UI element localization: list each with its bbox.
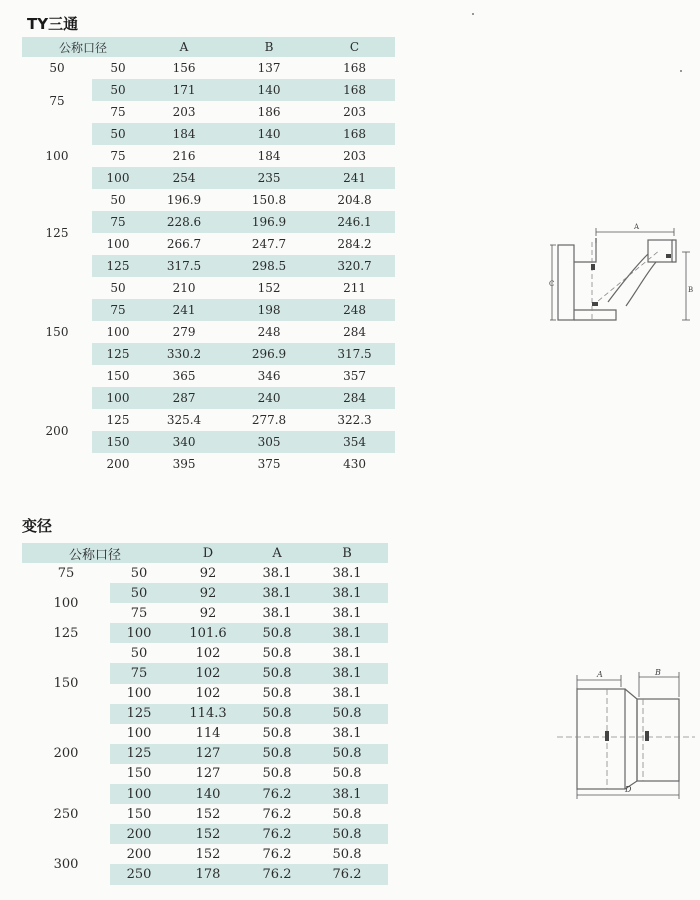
branch-size-cell: 100 [106, 325, 130, 339]
nominal-size-group: 150 [53, 676, 79, 692]
branch-size-cell: 150 [126, 806, 152, 822]
dim-cell-2: 38.1 [262, 565, 292, 581]
reducer-dim-b-label: B [655, 668, 661, 677]
dim-cell-3: 38.1 [332, 726, 362, 742]
nominal-size-group: 75 [57, 565, 75, 581]
dim-cell-3: 38.1 [306, 784, 388, 804]
dim-cell-1: 127 [195, 766, 221, 782]
dim-cell-3: 168 [314, 123, 395, 145]
dim-cell-1: 330.2 [144, 343, 224, 365]
ty-table-body [22, 57, 395, 475]
branch-size-cell: 250 [110, 864, 168, 884]
dim-cell-3: 284 [314, 387, 395, 409]
table-row [22, 387, 395, 409]
dim-cell-2: 38.1 [248, 583, 306, 603]
ty-dim-a-label: A [634, 223, 640, 231]
nominal-size-group: 125 [53, 625, 79, 641]
dim-cell-1: 92 [199, 565, 217, 581]
dim-cell-2: 152 [257, 281, 281, 295]
dim-cell-3: 246.1 [314, 211, 395, 233]
dim-cell-2: 375 [257, 457, 281, 471]
dim-cell-2: 38.1 [262, 605, 292, 621]
dim-cell-2: 298.5 [224, 255, 314, 277]
branch-size-cell: 100 [126, 726, 152, 742]
dim-cell-3: 50.8 [306, 704, 388, 724]
dim-cell-1: 140 [168, 784, 248, 804]
dim-cell-3: 241 [314, 167, 395, 189]
ty-tee-diagram [548, 218, 700, 326]
table-row [22, 277, 395, 299]
table-header-row [22, 543, 388, 563]
table-row [22, 57, 395, 79]
dim-cell-1: 266.7 [166, 237, 202, 251]
dim-cell-1: 196.9 [166, 193, 202, 207]
ty-tee-spec-table [22, 37, 395, 475]
dim-cell-3: 203 [343, 149, 366, 163]
branch-size-cell: 150 [92, 431, 144, 453]
nominal-size-group: 200 [45, 424, 69, 438]
branch-size-cell: 100 [92, 387, 144, 409]
table-row [22, 583, 388, 603]
branch-size-cell: 75 [110, 149, 126, 163]
branch-size-cell: 75 [110, 105, 126, 119]
ty-tee-title: TY三通 [27, 15, 79, 33]
table-row [22, 784, 388, 804]
nominal-size-group: 125 [45, 226, 69, 240]
dim-cell-1: 102 [168, 663, 248, 683]
dim-cell-2: 76.2 [248, 864, 306, 884]
reducer-table-body [22, 563, 388, 885]
table-row [22, 189, 395, 211]
dim-cell-1: 102 [195, 645, 221, 661]
scan-dot [680, 70, 682, 72]
dim-cell-2: 140 [224, 123, 314, 145]
dim-cell-3: 357 [343, 369, 366, 383]
branch-size-cell: 75 [110, 663, 168, 683]
dim-cell-3: 204.8 [337, 193, 372, 207]
table-row [22, 79, 395, 101]
dim-cell-2: 140 [224, 79, 314, 101]
dim-cell-2: 184 [257, 149, 281, 163]
dim-cell-2: 198 [224, 299, 314, 321]
nominal-size-group: 150 [45, 325, 69, 339]
dim-cell-3: 354 [314, 431, 395, 453]
dim-cell-1: 114.3 [168, 704, 248, 724]
dim-cell-3: 50.8 [332, 806, 362, 822]
branch-size-cell: 100 [110, 784, 168, 804]
scan-dot [472, 13, 474, 15]
branch-size-cell: 125 [110, 704, 168, 724]
dim-cell-3: 50.8 [332, 846, 362, 862]
dim-cell-3: 284 [343, 325, 366, 339]
dim-cell-3: 168 [314, 79, 395, 101]
branch-size-cell: 150 [126, 766, 152, 782]
branch-size-cell: 100 [92, 167, 144, 189]
header-d: D [168, 543, 248, 563]
dim-cell-1: 152 [195, 806, 221, 822]
dim-cell-2: 277.8 [251, 413, 287, 427]
dim-cell-3: 284.2 [337, 237, 372, 251]
branch-size-cell: 50 [130, 565, 148, 581]
dim-cell-1: 101.6 [168, 623, 248, 643]
dim-cell-2: 296.9 [224, 343, 314, 365]
reducer-dim-a-label: A [597, 670, 603, 679]
dim-cell-1: 216 [172, 149, 196, 163]
dim-cell-3: 38.1 [306, 623, 388, 643]
dim-cell-2: 50.8 [248, 704, 306, 724]
nominal-size-group: 100 [53, 595, 79, 611]
dim-cell-3: 203 [343, 105, 366, 119]
dim-cell-3: 76.2 [306, 864, 388, 884]
dim-cell-1: 152 [195, 846, 221, 862]
branch-size-cell: 100 [126, 686, 152, 702]
dim-cell-3: 38.1 [332, 645, 362, 661]
header-c: C [314, 37, 395, 57]
ty-dim-b-label: B [688, 286, 694, 294]
branch-size-cell: 75 [92, 299, 144, 321]
dim-cell-2: 247.7 [251, 237, 287, 251]
table-row [22, 643, 388, 663]
dim-cell-2: 50.8 [262, 645, 292, 661]
dim-cell-2: 196.9 [224, 211, 314, 233]
dim-cell-1: 152 [168, 824, 248, 844]
header-a: A [248, 543, 306, 563]
branch-size-cell: 75 [130, 605, 148, 621]
dim-cell-3: 322.3 [337, 413, 372, 427]
nominal-size-group: 300 [53, 856, 79, 872]
branch-size-cell: 125 [106, 413, 130, 427]
nominal-size-group: 250 [53, 806, 79, 822]
dim-cell-1: 102 [195, 686, 221, 702]
dim-cell-2: 76.2 [248, 784, 306, 804]
branch-size-cell: 100 [110, 623, 168, 643]
branch-size-cell: 100 [106, 237, 130, 251]
table-row [22, 563, 388, 583]
dim-cell-2: 50.8 [262, 686, 292, 702]
dim-cell-3: 38.1 [332, 565, 362, 581]
dim-cell-2: 76.2 [248, 824, 306, 844]
dim-cell-3: 50.8 [306, 744, 388, 764]
branch-size-cell: 50 [110, 583, 168, 603]
header-a: A [144, 37, 224, 57]
dim-cell-1: 92 [199, 605, 217, 621]
reducer-spec-table [22, 543, 388, 885]
nominal-size-group: 50 [49, 61, 65, 75]
reducer-diagram [555, 663, 700, 803]
dim-cell-1: 254 [144, 167, 224, 189]
nominal-size-group: 200 [53, 746, 79, 762]
dim-cell-1: 171 [144, 79, 224, 101]
nominal-size-group: 100 [45, 149, 69, 163]
dim-cell-1: 228.6 [144, 211, 224, 233]
dim-cell-2: 50.8 [248, 663, 306, 683]
ty-dim-c-label: C [549, 280, 555, 288]
reducer-dim-d-label: D [625, 785, 632, 794]
dim-cell-3: 38.1 [332, 605, 362, 621]
dim-cell-1: 156 [172, 61, 196, 75]
dim-cell-1: 325.4 [166, 413, 202, 427]
dim-cell-1: 365 [172, 369, 196, 383]
dim-cell-2: 50.8 [262, 726, 292, 742]
dim-cell-1: 279 [172, 325, 196, 339]
branch-size-cell: 150 [106, 369, 130, 383]
dim-cell-1: 210 [172, 281, 196, 295]
branch-size-cell: 50 [110, 193, 126, 207]
dim-cell-1: 317.5 [144, 255, 224, 277]
dim-cell-2: 235 [224, 167, 314, 189]
branch-size-cell: 50 [92, 79, 144, 101]
dim-cell-3: 38.1 [332, 686, 362, 702]
header-nominal-size: 公称口径 [22, 37, 144, 57]
dim-cell-1: 184 [144, 123, 224, 145]
dim-cell-3: 211 [343, 281, 366, 295]
dim-cell-1: 287 [144, 387, 224, 409]
dim-cell-2: 240 [224, 387, 314, 409]
branch-size-cell: 200 [110, 824, 168, 844]
dim-cell-1: 395 [172, 457, 196, 471]
dim-cell-2: 346 [257, 369, 281, 383]
branch-size-cell: 125 [110, 744, 168, 764]
branch-size-cell: 50 [130, 645, 148, 661]
header-b: B [306, 543, 388, 563]
dim-cell-1: 92 [168, 583, 248, 603]
dim-cell-2: 76.2 [262, 806, 292, 822]
table-row [22, 724, 388, 744]
branch-size-cell: 50 [92, 123, 144, 145]
dim-cell-2: 186 [257, 105, 281, 119]
dim-cell-3: 248 [314, 299, 395, 321]
dim-cell-2: 50.8 [262, 766, 292, 782]
header-b: B [224, 37, 314, 57]
dim-cell-1: 340 [144, 431, 224, 453]
branch-size-cell: 75 [92, 211, 144, 233]
branch-size-cell: 200 [106, 457, 130, 471]
dim-cell-3: 317.5 [314, 343, 395, 365]
dim-cell-2: 305 [224, 431, 314, 453]
dim-cell-3: 38.1 [306, 583, 388, 603]
dim-cell-3: 50.8 [332, 766, 362, 782]
dim-cell-2: 150.8 [251, 193, 287, 207]
dim-cell-2: 50.8 [248, 623, 306, 643]
branch-size-cell: 200 [126, 846, 152, 862]
dim-cell-3: 38.1 [306, 663, 388, 683]
nominal-size-group: 75 [49, 94, 65, 108]
dim-cell-3: 168 [343, 61, 366, 75]
dim-cell-2: 248 [257, 325, 281, 339]
branch-size-cell: 125 [92, 343, 144, 365]
dim-cell-1: 203 [172, 105, 196, 119]
dim-cell-1: 114 [195, 726, 221, 742]
table-header-row [22, 37, 395, 57]
branch-size-cell: 50 [110, 61, 126, 75]
dim-cell-3: 320.7 [314, 255, 395, 277]
table-row [22, 623, 388, 643]
dim-cell-3: 430 [343, 457, 366, 471]
table-row [22, 123, 395, 145]
header-nominal-size: 公称口径 [22, 543, 168, 563]
table-row [22, 844, 388, 864]
dim-cell-1: 127 [168, 744, 248, 764]
dim-cell-3: 50.8 [306, 824, 388, 844]
dim-cell-2: 76.2 [262, 846, 292, 862]
dim-cell-1: 241 [144, 299, 224, 321]
dim-cell-2: 50.8 [248, 744, 306, 764]
dim-cell-2: 137 [257, 61, 281, 75]
branch-size-cell: 50 [110, 281, 126, 295]
branch-size-cell: 125 [92, 255, 144, 277]
dim-cell-1: 178 [168, 864, 248, 884]
reducer-title: 变径 [22, 517, 53, 535]
